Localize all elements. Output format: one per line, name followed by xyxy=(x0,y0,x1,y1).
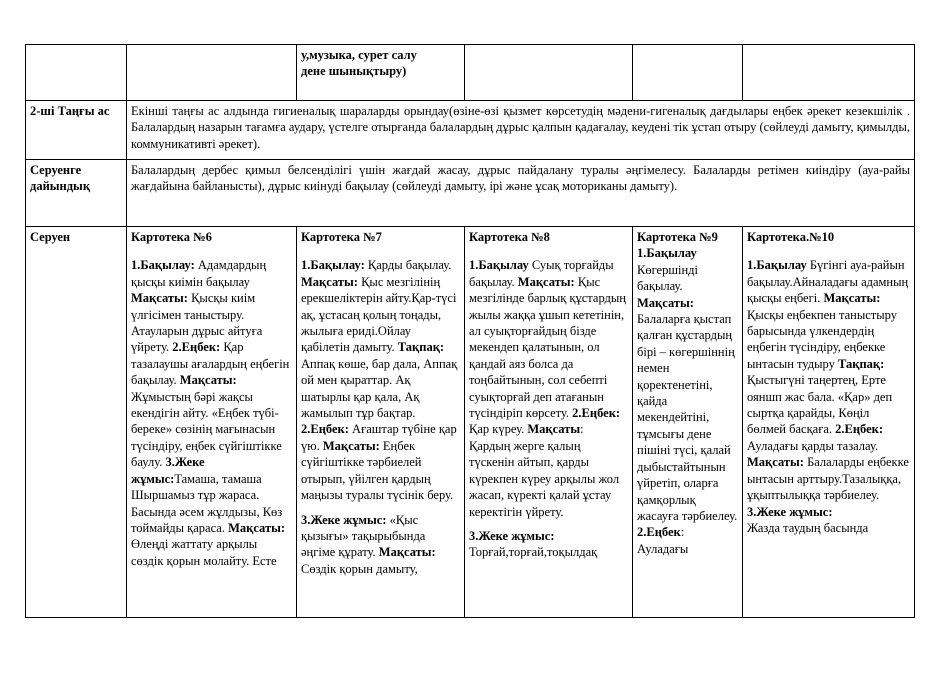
section-text: Ағаштар түбіне қар үю. xyxy=(301,422,457,453)
goal-heading: Мақсаты: xyxy=(747,455,804,470)
row-label-walk-preparation: Серуенге дайындық xyxy=(26,160,127,227)
card-8-cell xyxy=(465,227,633,618)
daily-plan-table xyxy=(25,44,915,618)
goal-text: Балаларды еңбекке ынтасын арттыру.Тазалыққа, ұқыптылыққа тәрбиелеу. xyxy=(747,455,909,503)
rhyme-text: Аппақ көше, бар дала, Аппақ ой мен қыраттар. Ақ шатырлы қар қала, Ақ жамылып тұр бақтар. xyxy=(301,356,458,421)
section-heading: 2.Еңбек: xyxy=(301,422,349,437)
goal-text: Сөздік қорын дамыту, xyxy=(301,561,418,576)
card-title: Картотека.№10 xyxy=(747,230,835,244)
section-heading: 1.Бақылау xyxy=(637,246,697,261)
cell-empty xyxy=(26,45,127,101)
goal-heading: Мақсаты: xyxy=(378,545,436,560)
section-heading: 2.Еңбек: xyxy=(835,422,884,437)
section-text: Бүгінгі ауа-райын бақылау.Айналадағы адамның қысқы еңбегі. xyxy=(747,258,909,306)
card-7-cell xyxy=(297,227,465,618)
goal-text: Қысқы еңбекпен таныстыру барысында үлкендердің еңбегін түсіндіру, еңбекке ынтасын тудыру xyxy=(747,307,897,371)
second-breakfast-text: Екінші таңғы ас алдында гигиеналық шараларды орындау(өзіне-өзі қызмет көрсетудің мәдени-гигеналық дағдылары еңбек әрекет кезекшілік . Балалардың назарын тағамға аудару, үстелге отырғанда балалардың дұрыс қалпын қадағалау, кеудені тік ұстап отыру (сөйлеуді дамыту, қимылды, коммуникативті әрекет). xyxy=(127,101,915,160)
section-text: Қарды бақылау. xyxy=(364,258,452,273)
goal-heading: Мақсаты: xyxy=(823,291,881,306)
section-text: Ауладағы қарды тазалау. xyxy=(747,438,879,453)
card-9-cell xyxy=(633,227,743,618)
section-heading: 2.Еңбек: xyxy=(172,340,221,355)
goal-text: Қыс мезгілінде барлық құстардың жылы жаққа ұшып кететінін, ал суықторғайдың бізде мекендеп қалатынын, ол қандай аяз болса да тоңбайтынын, сол себепті суықторғай деп атағанын түсіндіріп көрсету. xyxy=(469,274,626,421)
goal-text: Қыс мезгілінің ерекшеліктерін айту.Қар-түсі ақ, ұстасаң қолың тоңады, жылыға ериді.Ойлау қабілетін дамыту. xyxy=(301,274,457,355)
goal-heading: Мақсаты: xyxy=(301,274,358,289)
section-heading: 1.Бақылау xyxy=(469,258,529,273)
table-row-second-breakfast xyxy=(26,101,915,160)
card-title: Картотека №8 xyxy=(469,230,550,244)
card-title: Картотека №7 xyxy=(301,230,382,244)
continuation-line-2: дене шынықтыру) xyxy=(301,64,407,79)
walk-preparation-text: Балалардың дербес қимыл белсенділігі үшін жағдай жасау, дұрыс пайдалану туралы әңгімелесу. Балаларды ретімен киіндіру (ауа-райы жағдайына байланысты), дұрыс киінуді бақылау (сөйлеуді дамыту, ірі және ұсақ моториканы дамыту). xyxy=(127,160,915,227)
section-heading: 3.Жеке жұмыс: xyxy=(747,504,833,519)
section-text: Көгершінді бақылау. xyxy=(637,262,698,294)
rhyme-text: Қыстыгүні таңертең, Ерте ояншп жас бала. «Қар» деп сыртқа қарайды, Көңіл бөлмей басқаға. xyxy=(747,373,893,437)
row-label-walk: Серуен xyxy=(26,227,127,618)
goal-heading: Мақсаты: xyxy=(637,295,694,310)
goal-heading: Мақсаты: xyxy=(179,373,237,388)
cell-empty xyxy=(127,45,297,101)
section-heading: 3.Жеке жұмыс: xyxy=(469,528,555,543)
goal-text: Жұмыстың бәрі жақсы екендігін айту. «Еңбек түбі-береке» сөзінің мағынасын түсіндіру, еңбек сүйгіштікке баулу. xyxy=(131,389,282,470)
row-label-second-breakfast: 2-ші Таңғы ас xyxy=(26,101,127,160)
goal-heading: Мақсаты xyxy=(527,422,581,437)
continuation-line-1: у,музыка, сурет салу xyxy=(301,48,417,62)
section-text: Қар тазалаушы ағалардың еңбегін бақылау. xyxy=(131,340,290,388)
table-row-walk xyxy=(26,227,915,618)
goal-text: Балаларға қыстап қалған құстардың бірі – көгершіннің немен қоректенетіні, қайда мекендейтіні, тұмсығы дене пішіні түсі, қалай дыбыстайтынын үйретіп, оларға қамқорлық жасауға тәрбиелеу. xyxy=(637,312,738,523)
goal-text: : Қардың жерге қалың түскенін айтып, қарды күрекпен күреу арқылы жол жасап, күректі қалай ұстау керектігін үйрету. xyxy=(469,422,620,519)
section-heading: 2.Еңбек: xyxy=(572,406,621,421)
section-text: «Қыс қызығы» тақырыбында әңгіме құрату. xyxy=(301,512,426,560)
cell-empty xyxy=(743,45,915,101)
section-heading: 3.Жеке жұмыс: xyxy=(301,512,387,527)
cell-empty xyxy=(465,45,633,101)
cell-activity-continuation xyxy=(297,45,465,101)
card-title: Картотека №9 xyxy=(637,230,718,244)
goal-text: Қысқы киім үлгісімен таныстыру. Атауларын дұрыс айтуға үйрету. xyxy=(131,291,263,355)
section-text: : Ауладағы xyxy=(637,525,689,556)
section-text: Жазда таудың басында xyxy=(747,520,869,535)
goal-text: Еңбек сүйгіштікке тәрбиелей отырып, үйілген қардың маңызы туралы түсінік беру. xyxy=(301,438,454,503)
section-heading: 1.Бақылау: xyxy=(301,258,365,273)
rhyme-heading: Тақпақ: xyxy=(838,356,885,371)
card-6-cell xyxy=(127,227,297,618)
goal-heading: Мақсаты: xyxy=(131,291,188,306)
goal-text: Өлеңді жаттату арқылы сөздік қорын молайту. Есте xyxy=(131,537,277,568)
section-text: Суық торғайды бақылау. xyxy=(469,258,614,289)
section-text: Торғай,торғай,тоқылдақ xyxy=(469,545,598,560)
goal-heading: Мақсаты: xyxy=(228,520,286,535)
card-10-cell xyxy=(743,227,915,618)
table-row-continuation xyxy=(26,45,915,101)
section-heading: 1.Бақылау: xyxy=(131,258,195,273)
section-heading: 3.Жеке жұмыс: xyxy=(131,455,205,486)
section-text: Қар күреу. xyxy=(469,422,525,437)
section-text: Адамдардың қысқы киімін бақылау xyxy=(131,258,267,289)
cell-empty xyxy=(633,45,743,101)
rhyme-heading: Тақпақ: xyxy=(397,340,445,355)
section-text: Тамаша, тамаша Шыршамыз тұр жараса. Басында әсем жұлдызы, Көз тоймайды қараса. xyxy=(131,471,283,535)
goal-heading: Мақсаты: xyxy=(517,274,575,289)
goal-heading: Мақсаты: xyxy=(322,438,380,453)
section-heading: 2.Еңбек xyxy=(637,525,681,540)
card-title: Картотека №6 xyxy=(131,230,212,244)
section-heading: 1.Бақылау xyxy=(747,258,807,273)
table-row-walk-preparation xyxy=(26,160,915,227)
